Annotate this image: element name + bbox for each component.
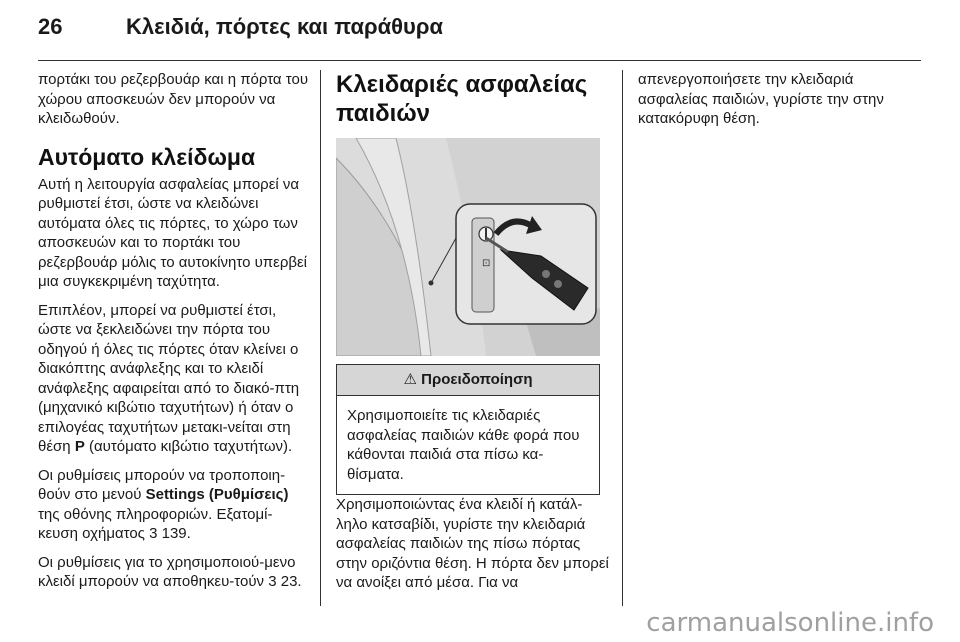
paragraph-auto-lock-1: Αυτή η λειτουργία ασφαλείας μπορεί να ρυθμιστεί έτσι, ώστε να κλειδώνει αυτόματα όλες τις πόρτες, το χώρο των αποσκευών και το πορτάκι του ρεζερβουάρ μόλις το αυτοκίνητο υπερβεί μια συγκεκριμένη ταχύτητα. xyxy=(38,175,307,290)
warning-box xyxy=(336,364,600,495)
header-rule xyxy=(38,60,921,61)
gear-position-p: P xyxy=(74,438,85,455)
intro-paragraph: πορτάκι του ρεζερβουάρ και η πόρτα του χώρου αποσκευών δεν μπορούν να κλειδωθούν. xyxy=(38,71,309,127)
p3-text-end: της οθόνης πληροφοριών. Εξατομί-κευση οχήματος xyxy=(38,505,273,542)
child-lock-instructions: Χρησιμοποιώντας ένα κλειδί ή κατάλ-ληλο κατσαβίδι, γυρίστε την κλειδαριά ασφαλείας παιδιών της πίσω πόρτας στην οριζόντια θέση. Η πόρτα δεν μπορεί να ανοίξει από μέσα. Για να xyxy=(336,496,609,591)
heading-child-locks: Κλειδαριές ασφαλείας παιδιών xyxy=(336,71,588,127)
svg-text:⊡: ⊡ xyxy=(482,258,491,269)
column-3 xyxy=(638,70,922,138)
page-ref-23[interactable]: 3 23. xyxy=(268,573,302,590)
column-1 xyxy=(38,70,310,601)
p2-text-end: (αυτόματο κιβώτιο ταχυτήτων). xyxy=(89,438,293,455)
warning-text: Χρησιμοποιείτε τις κλειδαριές ασφαλείας παιδιών κάθε φορά που κάθονται παιδιά στα πίσω κα-θίσματα. xyxy=(347,407,580,483)
paragraph-settings xyxy=(38,466,310,544)
p3-text: Οι ρυθμίσεις μπορούν να τροποποιη-θούν στο μενού xyxy=(38,466,286,503)
child-lock-deactivate: απενεργοποιήσετε την κλειδαριά ασφαλείας παιδιών, γυρίστε την στην κατακόρυφη θέση. xyxy=(638,71,884,127)
page-header xyxy=(0,0,960,58)
paragraph-auto-lock-2 xyxy=(38,301,310,457)
warning-title: Προειδοποίηση xyxy=(421,371,533,388)
section-title: Κλειδιά, πόρτες και παράθυρα xyxy=(126,14,443,39)
heading-auto-lock: Αυτόματο κλείδωμα xyxy=(38,143,256,170)
door-lock-drawing xyxy=(336,138,600,356)
paragraph-key-settings xyxy=(38,553,310,592)
warning-triangle-icon: ⚠ xyxy=(403,371,417,388)
p4-text: Οι ρυθμίσεις για το χρησιμοποιού-μενο κλειδί μπορούν να αποθηκευ-τούν xyxy=(38,553,296,590)
page-number: 26 xyxy=(38,14,63,39)
column-divider-2 xyxy=(622,70,623,606)
page-ref-139[interactable]: 3 139. xyxy=(149,525,191,542)
column-2 xyxy=(336,70,610,602)
warning-header xyxy=(337,365,599,396)
settings-menu-label: Settings (Ρυθμίσεις) xyxy=(145,486,289,503)
column-divider-1 xyxy=(320,70,321,606)
p2-text: Επιπλέον, μπορεί να ρυθμιστεί έτσι, ώστε να ξεκλειδώνει την πόρτα του οδηγού ή όλες τις πόρτες όταν κλείνει ο διακόπτης ανάφλεξης και το κλειδί ανάφλεξης αφαιρείται από το διακό-πτη (μηχανικό κιβώτιο ταχυτήτων) ή όταν ο επιλογέας ταχυτήτων μετακι-νείται στη θέση xyxy=(38,301,300,455)
child-lock-illustration xyxy=(336,138,600,356)
watermark: carmanualsonline.info xyxy=(646,608,934,638)
